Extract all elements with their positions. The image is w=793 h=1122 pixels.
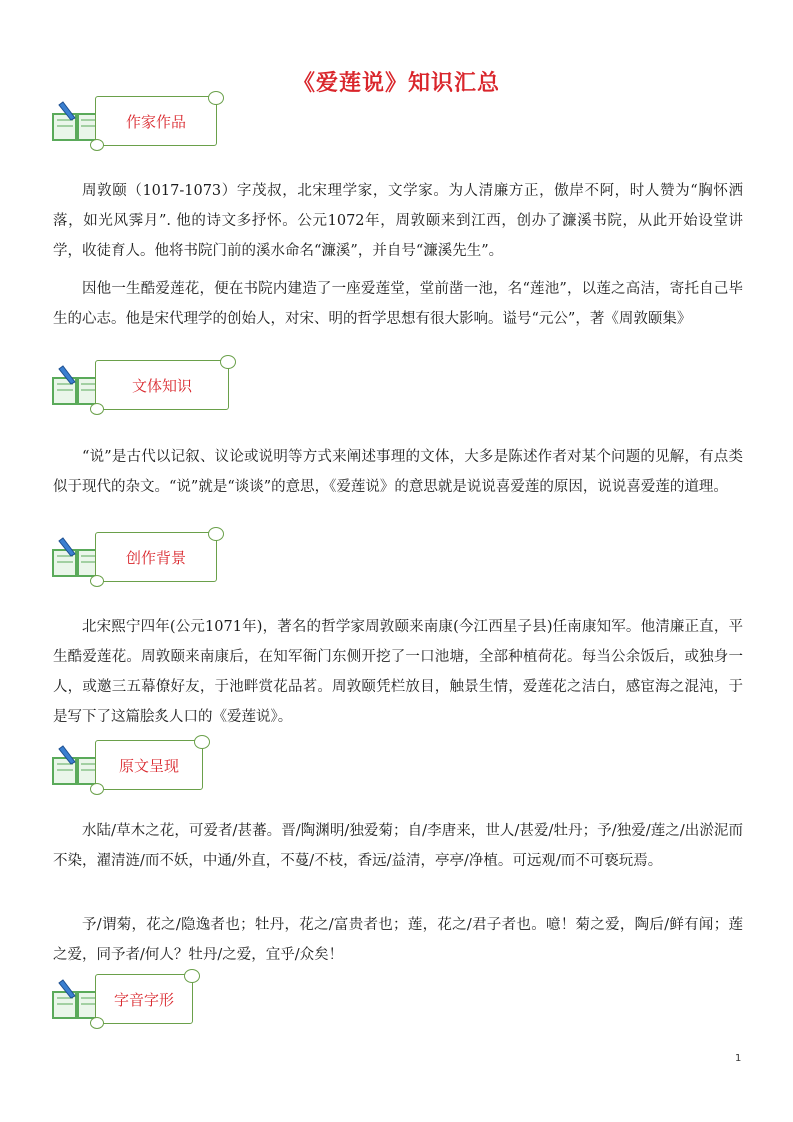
- paragraph: “说”是古代以记叙、议论或说明等方式来阐述事理的文体，大多是陈述作者对某个问题的见解，有点类似于现代的杂文。“说”就是“谈谈”的意思，《爱莲说》的意思就是说说喜爱莲的原因，说说喜爱莲的道理。: [53, 449, 743, 495]
- section-heading: 文体知识: [131, 377, 192, 395]
- paragraph: 周敦颐（1017-1073）字茂叔，北宋理学家，文学家。为人清廉方正，傲岸不阿，时人赞为“胸怀洒落，如光风霁月”. 他的诗文多抒怀。公元1072年，周敦颐来到江西，创办了濂溪书院，从此开始设堂讲学，收徒育人。他将书院门前的溪水命名“濂溪”，并自号“濂溪先生”。: [53, 183, 743, 259]
- section-banner-background: [49, 532, 224, 584]
- section-banner-original-text: [49, 740, 209, 792]
- section-heading: 字音字形: [113, 991, 174, 1009]
- section-heading: 作家作品: [125, 113, 186, 131]
- paragraph: 水陆/草木之花，可爱者/甚蕃。晋/陶渊明/独爱菊；自/李唐来，世人/甚爱/牡丹；予/独爱/莲之/出淤泥而不染，濯清涟/而不妖，中通/外直，不蔓/不枝，香远/益清，亭亭/净植。可远观/而不可亵玩焉。: [53, 823, 743, 869]
- section-banner-genre: [49, 360, 239, 412]
- section-banner-author: [49, 96, 219, 148]
- section-heading: 原文呈现: [118, 757, 179, 775]
- paragraph: 因他一生酷爱莲花，便在书院内建造了一座爱莲堂，堂前凿一池，名“莲池”，以莲之高洁，寄托自己毕生的心志。他是宋代理学的创始人，对宋、明的哲学思想有很大影响。谥号“元公”，著《周敦颐集》: [53, 281, 743, 327]
- paragraph: 予/谓菊，花之/隐逸者也；牡丹，花之/富贵者也；莲，花之/君子者也。噫！菊之爱，陶后/鲜有闻；莲之爱，同予者/何人？牡丹/之爱，宜乎/众矣！: [53, 917, 743, 963]
- section-heading: 创作背景: [125, 549, 186, 567]
- section-banner-pronunciation: [49, 974, 199, 1026]
- paragraph: 北宋熙宁四年(公元1071年)，著名的哲学家周敦颐来南康(今江西星子县)任南康知军。他清廉正直，平生酷爱莲花。周敦颐来南康后，在知军衙门东侧开挖了一口池塘，全部种植荷花。每当公余饭后，或独身一人，或邀三五幕僚好友，于池畔赏花品茗。周敦颐凭栏放目，触景生情，爱莲花之洁白，感宦海之混沌，于是写下了这篇脍炙人口的《爱莲说》。: [53, 619, 743, 725]
- page-number: 1: [735, 1053, 742, 1064]
- page-title: 《爱莲说》知识汇总: [292, 70, 500, 96]
